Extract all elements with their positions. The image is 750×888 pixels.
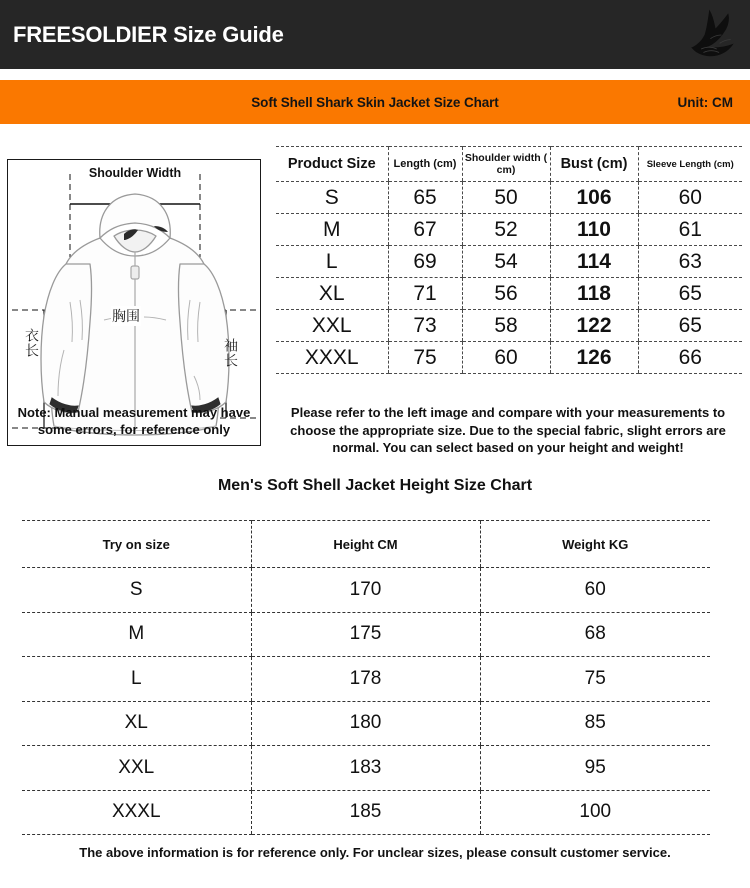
spec-cell-sleeve: 63 [638, 246, 742, 278]
height-chart-title: Men's Soft Shell Jacket Height Size Chart [217, 477, 533, 494]
spec-header-bust: Bust (cm) [550, 147, 638, 182]
spec-cell-length: 71 [388, 278, 462, 310]
page-title: FREESOLDIER Size Guide [13, 21, 284, 47]
table-row [276, 342, 742, 374]
jacket-diagram-panel [7, 159, 261, 446]
spec-cell-size: XXXL [276, 342, 388, 374]
spec-cell-sleeve: 61 [638, 214, 742, 246]
spec-cell-size: M [276, 214, 388, 246]
height-cell-size: M [22, 612, 251, 657]
height-cell-weight: 85 [480, 701, 710, 746]
height-cell-height: 183 [251, 746, 480, 791]
table-row [276, 278, 742, 310]
table-row [276, 246, 742, 278]
spec-cell-sleeve: 60 [638, 182, 742, 214]
spec-cell-sleeve: 66 [638, 342, 742, 374]
table-row [276, 310, 742, 342]
banner-title: Soft Shell Shark Skin Jacket Size Chart [251, 94, 499, 110]
spec-cell-bust: 126 [550, 342, 638, 374]
spec-cell-bust: 106 [550, 182, 638, 214]
height-cell-size: XL [22, 701, 251, 746]
spec-cell-shoulder: 54 [462, 246, 550, 278]
spec-cell-bust: 114 [550, 246, 638, 278]
top-section [0, 124, 750, 468]
height-cell-size: XXL [22, 746, 251, 791]
banner-bar [0, 80, 750, 124]
spec-cell-length: 67 [388, 214, 462, 246]
height-cell-size: S [22, 568, 251, 613]
table-row [22, 790, 710, 835]
spec-header-sleeve: Sleeve Length (cm) [638, 147, 742, 182]
size-guidance-paragraph: Please refer to the left image and compare with your measurements to choose the appropriate size. Due to the special fabric, slight errors are normal. You can select based on your height and weight! [290, 405, 726, 455]
height-cell-weight: 60 [480, 568, 710, 613]
height-cell-weight: 68 [480, 612, 710, 657]
height-header-weight: Weight KG [480, 521, 710, 568]
table-row [276, 214, 742, 246]
spec-cell-size: S [276, 182, 388, 214]
spec-cell-length: 69 [388, 246, 462, 278]
table-row [22, 568, 710, 613]
banner-unit-label: Unit: CM [677, 94, 733, 110]
spec-cell-bust: 110 [550, 214, 638, 246]
spec-cell-sleeve: 65 [638, 310, 742, 342]
garment-length-label-cn: 衣长 [24, 328, 40, 358]
size-spec-table [276, 146, 742, 374]
sleeve-length-label-cn: 袖长 [223, 338, 239, 368]
spec-header-shoulder: Shoulder width ( cm) [462, 147, 550, 182]
footer-disclaimer: The above information is for reference only. For unclear sizes, please consult customer service. [79, 845, 671, 860]
measurement-note: Note: Manual measurement may have some errors, for reference only [17, 405, 251, 437]
spec-cell-shoulder: 52 [462, 214, 550, 246]
table-row [22, 657, 710, 702]
spec-cell-shoulder: 50 [462, 182, 550, 214]
height-cell-size: XXXL [22, 790, 251, 835]
height-cell-weight: 100 [480, 790, 710, 835]
spec-cell-bust: 118 [550, 278, 638, 310]
spec-cell-length: 75 [388, 342, 462, 374]
spec-cell-length: 73 [388, 310, 462, 342]
bust-label-cn: 胸围 [112, 308, 140, 324]
height-cell-weight: 95 [480, 746, 710, 791]
spec-cell-size: XXL [276, 310, 388, 342]
height-header-size: Try on size [22, 521, 251, 568]
height-cell-height: 185 [251, 790, 480, 835]
spec-table-header-row [276, 147, 742, 182]
spec-cell-size: L [276, 246, 388, 278]
header-bar [0, 0, 750, 69]
height-cell-weight: 75 [480, 657, 710, 702]
spec-cell-length: 65 [388, 182, 462, 214]
height-cell-height: 175 [251, 612, 480, 657]
spec-header-product-size: Product Size [276, 147, 388, 182]
table-row [22, 746, 710, 791]
height-cell-size: L [22, 657, 251, 702]
shoulder-width-label: Shoulder Width [88, 166, 182, 180]
spec-cell-size: XL [276, 278, 388, 310]
height-cell-height: 178 [251, 657, 480, 702]
spec-cell-shoulder: 58 [462, 310, 550, 342]
height-cell-height: 180 [251, 701, 480, 746]
shark-logo-icon [684, 6, 742, 64]
spec-cell-shoulder: 56 [462, 278, 550, 310]
table-row [276, 182, 742, 214]
table-row [22, 701, 710, 746]
spec-header-length: Length (cm) [388, 147, 462, 182]
spec-cell-sleeve: 65 [638, 278, 742, 310]
table-row [22, 612, 710, 657]
height-header-height: Height CM [251, 521, 480, 568]
height-cell-height: 170 [251, 568, 480, 613]
height-table-header-row [22, 521, 710, 568]
spec-cell-bust: 122 [550, 310, 638, 342]
spec-cell-shoulder: 60 [462, 342, 550, 374]
height-weight-table [22, 520, 710, 835]
